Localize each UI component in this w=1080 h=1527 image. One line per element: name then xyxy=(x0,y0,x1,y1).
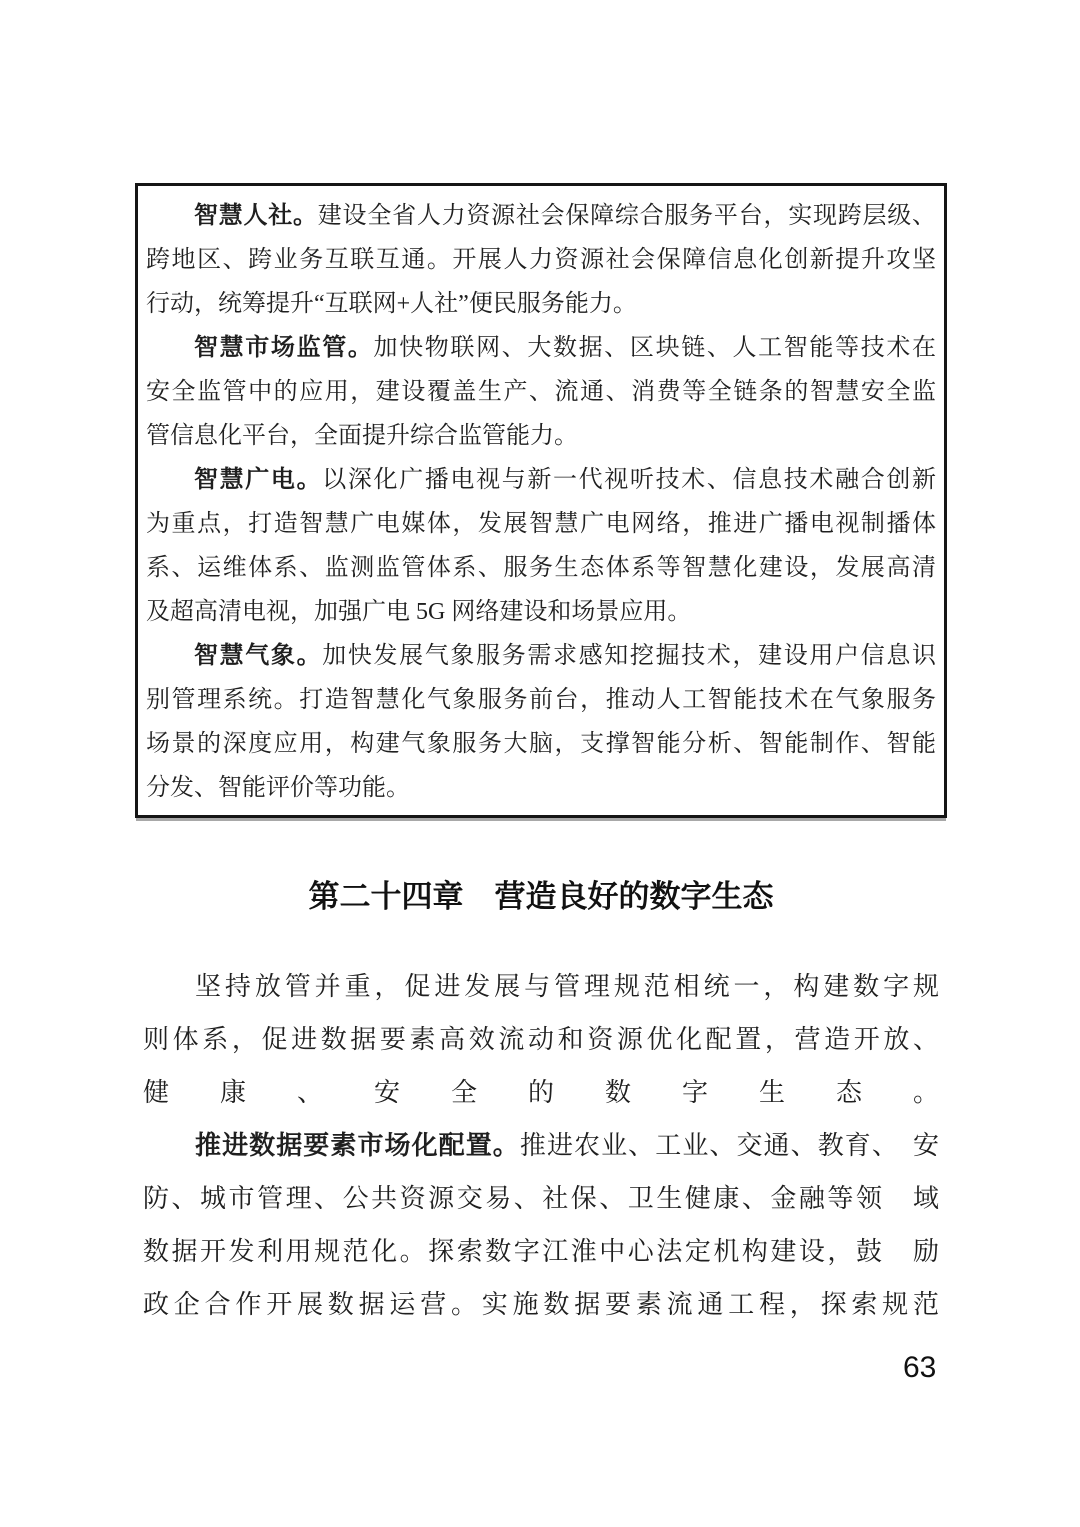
text-line xyxy=(143,1119,939,1172)
paragraph-text: 加快物联网、大数据、区块链、人工智能等技术在 xyxy=(373,335,936,361)
text-line: 管信息化平台，全面提升综合监管能力。 xyxy=(146,423,578,449)
text-line: 健康、安全的数字生态。 xyxy=(143,1078,939,1107)
box-paragraph-smart-hr xyxy=(146,194,936,326)
text-line: 则体系，促进数据要素高效流动和资源优化配置，营造开放、 xyxy=(143,1025,939,1054)
paragraph-lead: 智慧气象。 xyxy=(194,643,323,669)
text-line: 数据开发利用规范化。探索数字江淮中心法定机构建设，鼓 励 xyxy=(143,1237,939,1266)
text-line: 行动，统筹提升“互联网+人社”便民服务能力。 xyxy=(146,291,637,317)
chapter-heading: 第二十四章 营造良好的数字生态 xyxy=(308,879,774,914)
paragraph-lead: 智慧市场监管。 xyxy=(194,335,374,361)
body-text xyxy=(135,960,947,1331)
text-line xyxy=(146,326,936,370)
text-line: 为重点，打造智慧广电媒体，发展智慧广电网络，推进广播电视制播体 xyxy=(146,511,936,537)
paragraph-text: 建设全省人力资源社会保障综合服务平台，实现跨层级、 xyxy=(317,203,937,229)
box-paragraph-smart-market-regulation xyxy=(146,326,936,458)
text-line: 别管理系统。打造智慧化气象服务前台，推动人工智能技术在气象服务 xyxy=(146,687,936,713)
text-line xyxy=(146,634,936,678)
text-line: 及超高清电视，加强广电 5G 网络建设和场景应用。 xyxy=(146,599,692,625)
box-paragraph-smart-meteorology xyxy=(146,634,936,810)
text-line xyxy=(146,194,936,238)
text-line: 政企合作开展数据运营。实施数据要素流通工程，探索规范 xyxy=(143,1290,939,1319)
paragraph-lead: 智慧人社。 xyxy=(194,203,318,229)
text-line xyxy=(146,458,936,502)
paragraph-lead: 推进数据要素市场化配置。 xyxy=(195,1131,520,1160)
paragraph-text: 坚持放管并重，促进发展与管理规范相统一，构建数字规 xyxy=(195,972,939,1001)
text-line: 场景的深度应用，构建气象服务大脑，支撑智能分析、智能制作、智能 xyxy=(146,731,936,757)
box-paragraph-smart-broadcasting xyxy=(146,458,936,634)
body-paragraph-data-market xyxy=(143,1119,939,1331)
info-box xyxy=(135,183,947,818)
body-paragraph-intro xyxy=(143,960,939,1119)
text-line: 分发、智能评价等功能。 xyxy=(146,775,410,801)
paragraph-lead: 智慧广电。 xyxy=(194,467,323,493)
text-line xyxy=(143,960,939,1013)
page-number: 63 xyxy=(903,1351,937,1384)
text-line: 系、运维体系、监测监管体系、服务生态体系等智慧化建设，发展高清 xyxy=(146,555,936,581)
text-line: 安全监管中的应用，建设覆盖生产、流通、消费等全链条的智慧安全监 xyxy=(146,379,936,405)
paragraph-text: 推进农业、工业、交通、教育、 安 xyxy=(519,1131,939,1160)
content-column xyxy=(135,0,947,1331)
paragraph-text: 加快发展气象服务需求感知挖掘技术，建设用户信息识 xyxy=(322,643,937,669)
text-line: 防、城市管理、公共资源交易、社保、卫生健康、金融等领 域 xyxy=(143,1184,939,1213)
paragraph-text: 以深化广播电视与新一代视听技术、信息技术融合创新 xyxy=(322,467,937,493)
text-line: 跨地区、跨业务互联互通。开展人力资源社会保障信息化创新提升攻坚 xyxy=(146,247,936,273)
